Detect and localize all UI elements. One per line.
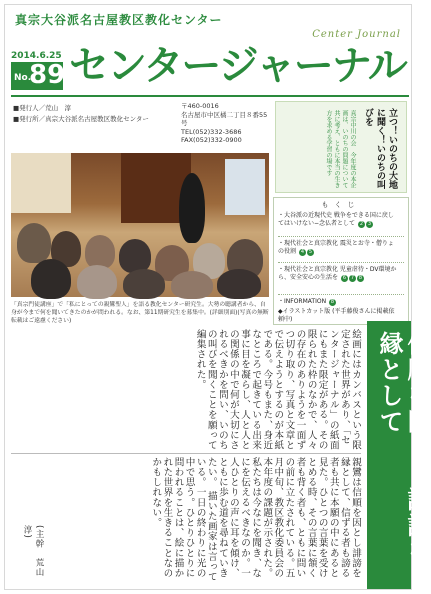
theme-box xyxy=(275,101,407,193)
article-body-upper: 絵画にはカンバスという限定された世界があり、「センタージャーナル」の紙面にもまた限定がある。その限られた枠のなかで、人々の存在のありようを一面ずつ切り取り、写真と文章とで伝えようとするのが本紙である。今号もまた、身近なところで起きている出来事に目を凝らし、人と人との関係の中で何が大切にされるべきかを問い、いのちの叫びを聞くことを願って編集された。 xyxy=(194,329,361,451)
journal-title: センタージャーナル xyxy=(69,43,406,89)
photo-audience-12 xyxy=(217,269,261,299)
newsletter-page xyxy=(4,4,431,590)
toc-item-history[interactable] xyxy=(278,212,398,228)
feature-title: 信順を因とし誹謗を縁として xyxy=(375,331,431,565)
article-body-lower: 親鸞は信順を因とし誹謗を縁として、信ずる者も謗る者も共に本願の中にあると見た。ひとつの言葉を受けとめる時、その言葉に頷く者も背く者も、ともに問いの前に立たされている。五月中旬、教区教化委員会の本年度の課題が示された。私たちは今なにを聞き、なにを伝えるべきなのか。一人ひとりの声に耳を傾け、ともに歩む道を尋ねていきたい。 描いた画家は言っている。一日の終わりに光の中で思う。ひとりひとりに問われることは、絵に描かれた世界を生きることなのかもしれない。 xyxy=(150,457,361,582)
photo-speaker xyxy=(179,173,205,243)
photo-audience-1 xyxy=(17,223,51,263)
toc-item-disaster[interactable] xyxy=(278,240,398,256)
address-block xyxy=(181,102,271,145)
page-number-badge: 8 xyxy=(330,299,335,305)
article-signature: (主幹 荒山 淳) xyxy=(22,525,44,587)
photo-audience-9 xyxy=(77,265,117,299)
column-divider xyxy=(11,453,361,454)
toc-divider xyxy=(278,262,404,263)
photo-audience-8 xyxy=(31,259,71,299)
photo-audience-11 xyxy=(171,271,213,299)
issue-number-badge xyxy=(11,60,66,90)
toc-heading: もくじ xyxy=(321,201,361,209)
street-address: 名古屋市中区橘二丁目８番55号 xyxy=(181,110,268,127)
fax: FAX(052)332-0900 xyxy=(181,136,242,144)
feature-title-band xyxy=(367,321,431,589)
lecture-photo xyxy=(11,153,269,297)
theme-headline: 立つ！いのちの大地に聞く！いのちの叫びを xyxy=(363,108,397,189)
header-divider xyxy=(11,95,409,97)
publisher-info xyxy=(13,103,149,125)
toc-item-label: ・INFORMATION xyxy=(278,298,327,305)
page-number-badge: 4 xyxy=(300,249,305,255)
issue-number: 89 xyxy=(29,60,66,90)
theme-description: 真宗中川の会 今年度の本企画は、いのちの問題について共に考え、ともに本当の生き方を求める学習の場です xyxy=(325,110,356,188)
photo-audience-4 xyxy=(119,239,151,273)
toc-item-label: ・現代社会と真宗教化 震災とお寺・僧りょの役割 xyxy=(278,240,394,255)
organization-name: 真宗大谷派名古屋教区教化センター xyxy=(15,13,223,27)
toc-item-label: ◆イラストカット版 (平手藤俊さんに掲載依頼中) xyxy=(278,308,395,323)
journal-english-name: Center Journal xyxy=(312,29,401,40)
publisher: ■発行人／荒山 淳 xyxy=(13,104,72,112)
photo-audience-10 xyxy=(123,269,165,299)
page-number-badge: 7 xyxy=(350,275,355,281)
toc-item-label: ・現代社会と真宗教化 児童虐待・DV環境から、安全安心の生活を xyxy=(278,266,397,281)
toc-item-child-abuse[interactable] xyxy=(278,266,398,282)
table-of-contents xyxy=(273,197,409,325)
issue-number-label: No. xyxy=(14,73,32,83)
page-number-badge: 8 xyxy=(358,275,363,281)
toc-divider xyxy=(278,236,404,237)
issue-date: 2014.6.25 xyxy=(11,51,62,61)
page-number-badge: 5 xyxy=(308,249,313,255)
page-number-badge: 3 xyxy=(367,221,372,227)
telephone: TEL(052)332-3686 xyxy=(181,127,242,136)
photo-wall-panel xyxy=(11,153,71,213)
photo-caption: 「真宗門徒講座」で「私にとっての親鸞聖人」を語る教化センター研究生。大勢の聴講者から、自身が今まで何を聞いてきたのかが問われる。なお、第11期研究生を募集中。(詳細別面)(写真の無断転載はご遠慮ください) xyxy=(11,302,269,324)
photo-screen xyxy=(225,159,265,215)
toc-item-information[interactable] xyxy=(278,298,398,306)
page-number-badge: 2 xyxy=(359,221,364,227)
toc-divider xyxy=(278,294,404,295)
postal-code: 〒460-0016 xyxy=(181,102,219,110)
page-number-badge: 6 xyxy=(342,275,347,281)
toc-item-label: ・大谷派の近現代史 戦争をできる国に戻してはいけない−念仏者として xyxy=(278,212,394,227)
photo-audience-3 xyxy=(85,235,115,269)
issuer: ■発行所／真宗大谷派名古屋教区教化センター xyxy=(13,115,149,123)
